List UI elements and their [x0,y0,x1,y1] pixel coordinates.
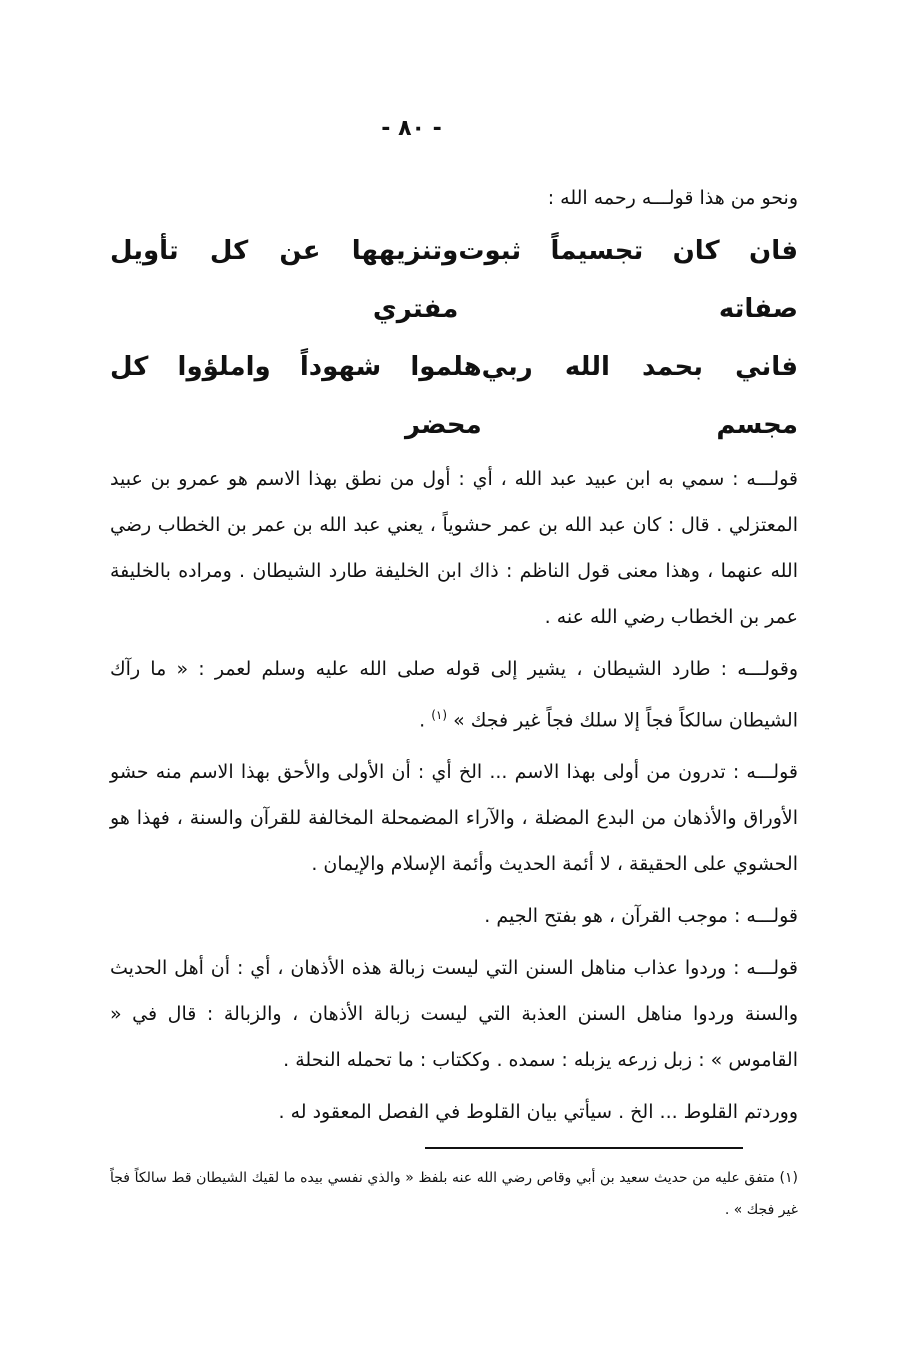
verse-2-hemistich-2: هلموا شهوداً واملؤوا كل محضر [110,352,482,440]
verse-line-1 [110,222,798,338]
footnote-divider [425,1147,743,1149]
paragraph-alqalut: ووردتم القلوط ... الخ . سيأتي بيان القلوط في الفصل المعقود له . [278,1101,798,1124]
paragraph-manahil-alsunan: قولـــه : وردوا عذاب مناهل السنن التي ليست زبالة هذه الأذهان ، أي : أن أهل الحديث والسنة وردوا مناهل السنن العذبة التي ليست زبالة الأذهان ، والزبالة : قال في « القاموس » : زبل زرعه يزبله : سمده . وككتاب : ما تحمله النحلة . [110,957,798,1072]
footnote-reference: (١) [431,708,448,722]
verse-1-hemistich-2: وتنزيهها عن كل تأويل مفتري [110,236,459,324]
verse-line-2 [110,338,798,454]
paragraph-tarid-text: وقولـــه : طارد الشيطان ، يشير إلى قوله صلى الله عليه وسلم لعمر : « ما رآك الشيطان سالكاً فجاً إلا سلك فجاً غير فجك » [110,658,798,732]
verse-1-hemistich-1: فان كان تجسيماً ثبوت صفاته [458,236,798,324]
paragraph-ibn-ubaid: قولـــه : سمي به ابن عبيد عبد الله ، أي : أول من نطق بهذا الاسم هو عمرو بن عبيد المعتزلي . قال : كان عبد الله بن عمر حشوياً ، يعني عبد الله بن عمر بن الخطاب رضي الله عنهما ، وهذا معنى قول الناظم : ذاك ابن الخليفة طارد الشيطان . ومراده بالخليفة عمر بن الخطاب رضي الله عنه . [110,468,798,628]
footnote: (١) متفق عليه من حديث سعيد بن أبي وقاص رضي الله عنه بلفظ « والذي نفسي بيده ما لقيك الشيطان قط سالكاً فجاً غير فجك » . [110,1170,798,1218]
page-body [110,178,798,1141]
paragraph-tarid-alshaytan: وقولـــه : طارد الشيطان ، يشير إلى قوله صلى الله عليه وسلم لعمر : « ما رآك الشيطان سالكاً فجاً إلا سلك فجاً غير فجك » $^{(١)}$ . [110,658,798,732]
paragraph-mujib-alquran: قولـــه : موجب القرآن ، هو بفتح الجيم . [484,905,798,928]
paragraph-awla-bihadha: قولـــه : تدرون من أولى بهذا الاسم ... الخ أي : أن الأولى والأحق بهذا الاسم منه حشو الأوراق والأذهان من البدع المضلة ، والآراء المضمحلة المخالفة للقرآن والسنة ، فهذا هو الحشوي على الحقيقة ، لا أئمة الحديث وأئمة الإسلام والإيمان . [110,761,798,876]
verse-2-hemistich-1: فاني بحمد الله ربي مجسم [481,352,798,440]
intro-line: ونحو من هذا قولـــه رحمه الله : [547,187,798,209]
page-number: - ٨٠ - [381,116,442,141]
